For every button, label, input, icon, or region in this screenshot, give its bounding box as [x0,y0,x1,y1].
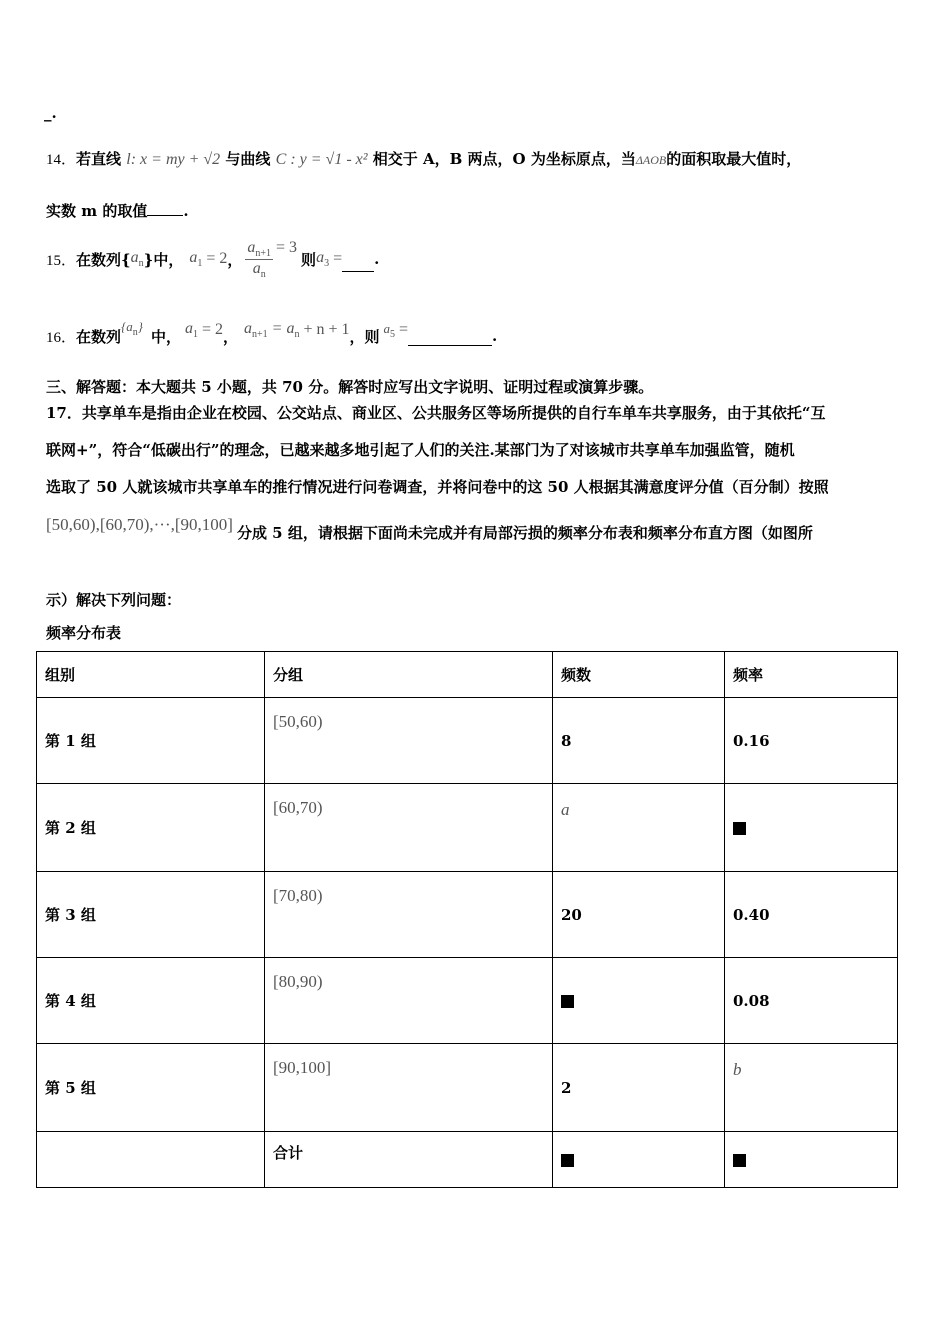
frequency-cell: 0.08 [725,958,898,1044]
q16-a1: $a_1$ [184,320,198,340]
previous-answer-blank: _. [44,104,57,122]
q16-recurrence-right: = $a_n$ [271,320,300,340]
q15-answer-blank [342,270,374,272]
table-row [37,872,898,958]
q16-recurrence-left: $a_{n+1}$ [244,320,268,340]
q15-comma: ， [227,250,243,269]
q16-text-2: 中， [150,327,181,346]
q14-text-3: 相交于 A，B 两点，O 为坐标原点，当 [372,150,636,168]
total-frequency-cell [725,1132,898,1188]
q15-period: . [374,250,380,268]
q14-triangle: ΔAOB [635,153,667,167]
q17-intervals: [50,60),[60,70),···,[90,100] [46,514,233,534]
q14-text-1: 若直线 [76,150,122,168]
table-title: 频率分布表 [46,624,122,642]
q14-number: 14． [46,152,77,168]
q15-text-3: 则 [301,250,317,269]
question-14-line-2 [46,200,189,221]
frequency-cell: 0.16 [725,698,898,784]
count-cell: a [553,784,725,872]
q15-ratio-value: = 3 [276,239,298,256]
smudge-mark [561,1154,574,1167]
total-label: 合计 [265,1132,553,1188]
q14-text-5: 实数 m 的取值 [46,202,148,220]
q16-equals: = [399,321,409,338]
header-count: 频数 [553,652,725,698]
smudge-mark [733,1154,746,1167]
count-cell [553,958,725,1044]
count-cell: 2 [553,1044,725,1132]
q16-sequence: $\{a_n\}$ [121,318,143,338]
q16-answer-blank [408,344,492,346]
q16-a1-value: = 2 [201,321,223,338]
group-cell: 第 2 组 [37,784,265,872]
group-cell: 第 3 组 [37,872,265,958]
q17-line-2: 联网+”，符合“低碳出行”的理念，已越来越多地引起了人们的关注.某部门为了对该城市共享单车加强监管，随机 [46,441,795,459]
q16-a5: $a_5$ [383,320,395,340]
q14-answer-blank [147,214,183,216]
section-3-heading: 三、解答题：本大题共 5 小题，共 70 分。解答时应写出文字说明、证明过程或演算步骤。 [46,378,654,396]
header-frequency: 频率 [725,652,898,698]
smudge-mark [733,822,746,835]
group-cell: 第 4 组 [37,958,265,1044]
q16-number: 16． [46,329,77,346]
interval-cell: [70,80) [265,872,553,958]
q14-period: . [183,202,189,220]
q15-text-1: 在数列{ [76,250,131,269]
table-row [37,958,898,1044]
frequency-cell: b [725,1044,898,1132]
question-14 [46,148,801,169]
q15-text-2: }中， [143,250,184,269]
frequency-cell [725,784,898,872]
frequency-table [36,651,898,1188]
q16-recurrence-tail: + n + 1 [303,321,350,338]
group-cell: 第 5 组 [37,1044,265,1132]
table-row [37,784,898,872]
frequency-cell: 0.40 [725,872,898,958]
q14-curve-expression: C : y = √1 - x² [275,151,368,168]
q15-a1-value: = 2 [206,250,228,267]
question-16 [46,316,497,356]
total-empty-cell [37,1132,265,1188]
header-group: 组别 [37,652,265,698]
q16-text-3: ，则 [349,327,380,346]
q14-text-4: 的面积取最大值时， [666,150,802,168]
q15-equals: = [333,250,343,267]
table-row [37,698,898,784]
table-header-row [37,652,898,698]
q15-an: $a_n$ [130,249,144,269]
q15-a1: $a_1$ [189,249,203,269]
interval-cell: [90,100] [265,1044,553,1132]
q14-text-2: 与曲线 [225,150,271,168]
header-interval: 分组 [265,652,553,698]
q16-text-1: 在数列 [76,327,122,346]
q17-line-5: 示）解决下列问题： [46,591,182,609]
interval-cell: [80,90) [265,958,553,1044]
q17-line-4 [46,514,813,543]
q17-line-1: 17．共享单车是指由企业在校园、公交站点、商业区、公共服务区等场所提供的自行车单车共享服务，由于其依托“互 [46,404,826,422]
interval-cell: [50,60) [265,698,553,784]
smudge-mark [561,995,574,1008]
q17-line-4-text: 分成 5 组，请根据下面尚未完成并有局部污损的频率分布表和频率分布直方图（如图所 [236,524,813,542]
q16-period: . [492,327,498,345]
q15-ratio-fraction: $\frac{a_{n+1}}{a_n}$ [247,238,272,280]
table-total-row [37,1132,898,1188]
table-row [37,1044,898,1132]
q15-number: 15． [46,252,77,269]
q14-line-expression: l: x = my + √2 [126,151,221,168]
group-cell: 第 1 组 [37,698,265,784]
q16-comma: ， [222,327,238,346]
interval-cell: [60,70) [265,784,553,872]
count-cell: 20 [553,872,725,958]
total-count-cell [553,1132,725,1188]
count-cell: 8 [553,698,725,784]
q15-a3: $a_3$ [316,249,330,269]
question-15 [46,234,379,284]
q17-line-3: 选取了 50 人就该城市共享单车的推行情况进行问卷调查，并将问卷中的这 50 人根据其满意度评分值（百分制）按照 [46,478,829,496]
